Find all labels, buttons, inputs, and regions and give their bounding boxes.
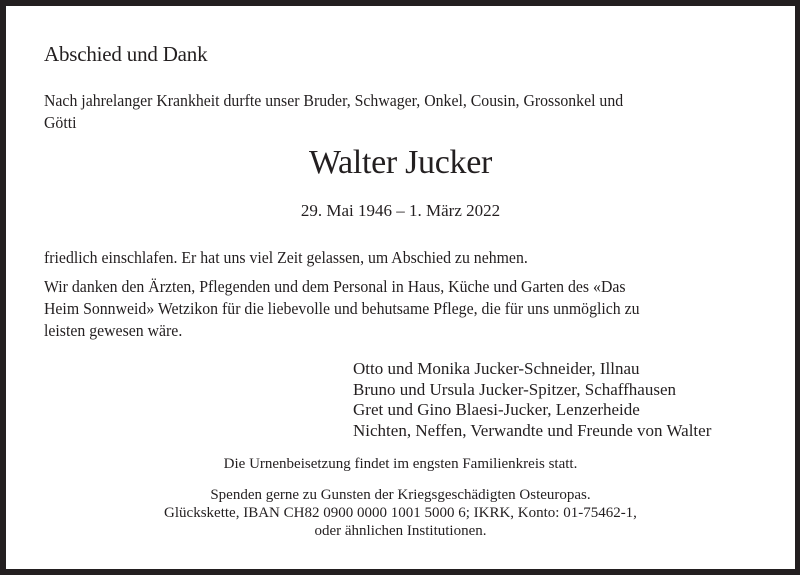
thanks-line: Wir danken den Ärzten, Pflegenden und dem Personal in Haus, Küche und Garten des «Das <box>44 277 626 296</box>
donation-line: Spenden gerne zu Gunsten der Kriegsgeschädigten Osteuropas. <box>210 487 591 503</box>
thanks-line: Heim Sonnweid» Wetzikon für die liebevolle und behutsame Pflege, die für uns unmöglich zu <box>44 299 640 318</box>
donation-line: oder ähnlichen Institutionen. <box>314 523 487 539</box>
thanks-paragraph <box>44 276 640 342</box>
deceased-name: Walter Jucker <box>308 144 493 181</box>
intro-line: Götti <box>44 113 77 132</box>
thanks-line: leisten gewesen wäre. <box>44 321 183 340</box>
mourner-entry: Nichten, Neffen, Verwandte und Freunde von Walter <box>353 420 712 440</box>
passing-sentence: friedlich einschlafen. Er hat uns viel Zeit gelassen, um Abschied zu nehmen. <box>44 248 528 267</box>
mourner-entry: Otto und Monika Jucker-Schneider, Illnau <box>353 359 640 378</box>
donation-info <box>6 486 795 540</box>
donation-line: Glückskette, IBAN CH82 0900 0000 1001 5000 6; IKRK, Konto: 01-75462-1, <box>164 505 637 521</box>
life-dates: 29. Mai 1946 – 1. März 2022 <box>300 201 501 220</box>
intro-line: Nach jahrelanger Krankheit durfte unser Bruder, Schwager, Onkel, Cousin, Grossonkel und <box>44 91 624 110</box>
mourners-list <box>353 359 711 441</box>
intro-paragraph <box>44 90 623 134</box>
mourner-entry: Bruno und Ursula Jucker-Spitzer, Schaffhausen <box>353 379 676 399</box>
notice-heading: Abschied und Dank <box>44 42 208 66</box>
burial-note: Die Urnenbeisetzung findet im engsten Familienkreis statt. <box>223 456 578 472</box>
mourner-entry: Gret und Gino Blaesi-Jucker, Lenzerheide <box>353 400 640 419</box>
obituary-notice <box>6 6 795 569</box>
